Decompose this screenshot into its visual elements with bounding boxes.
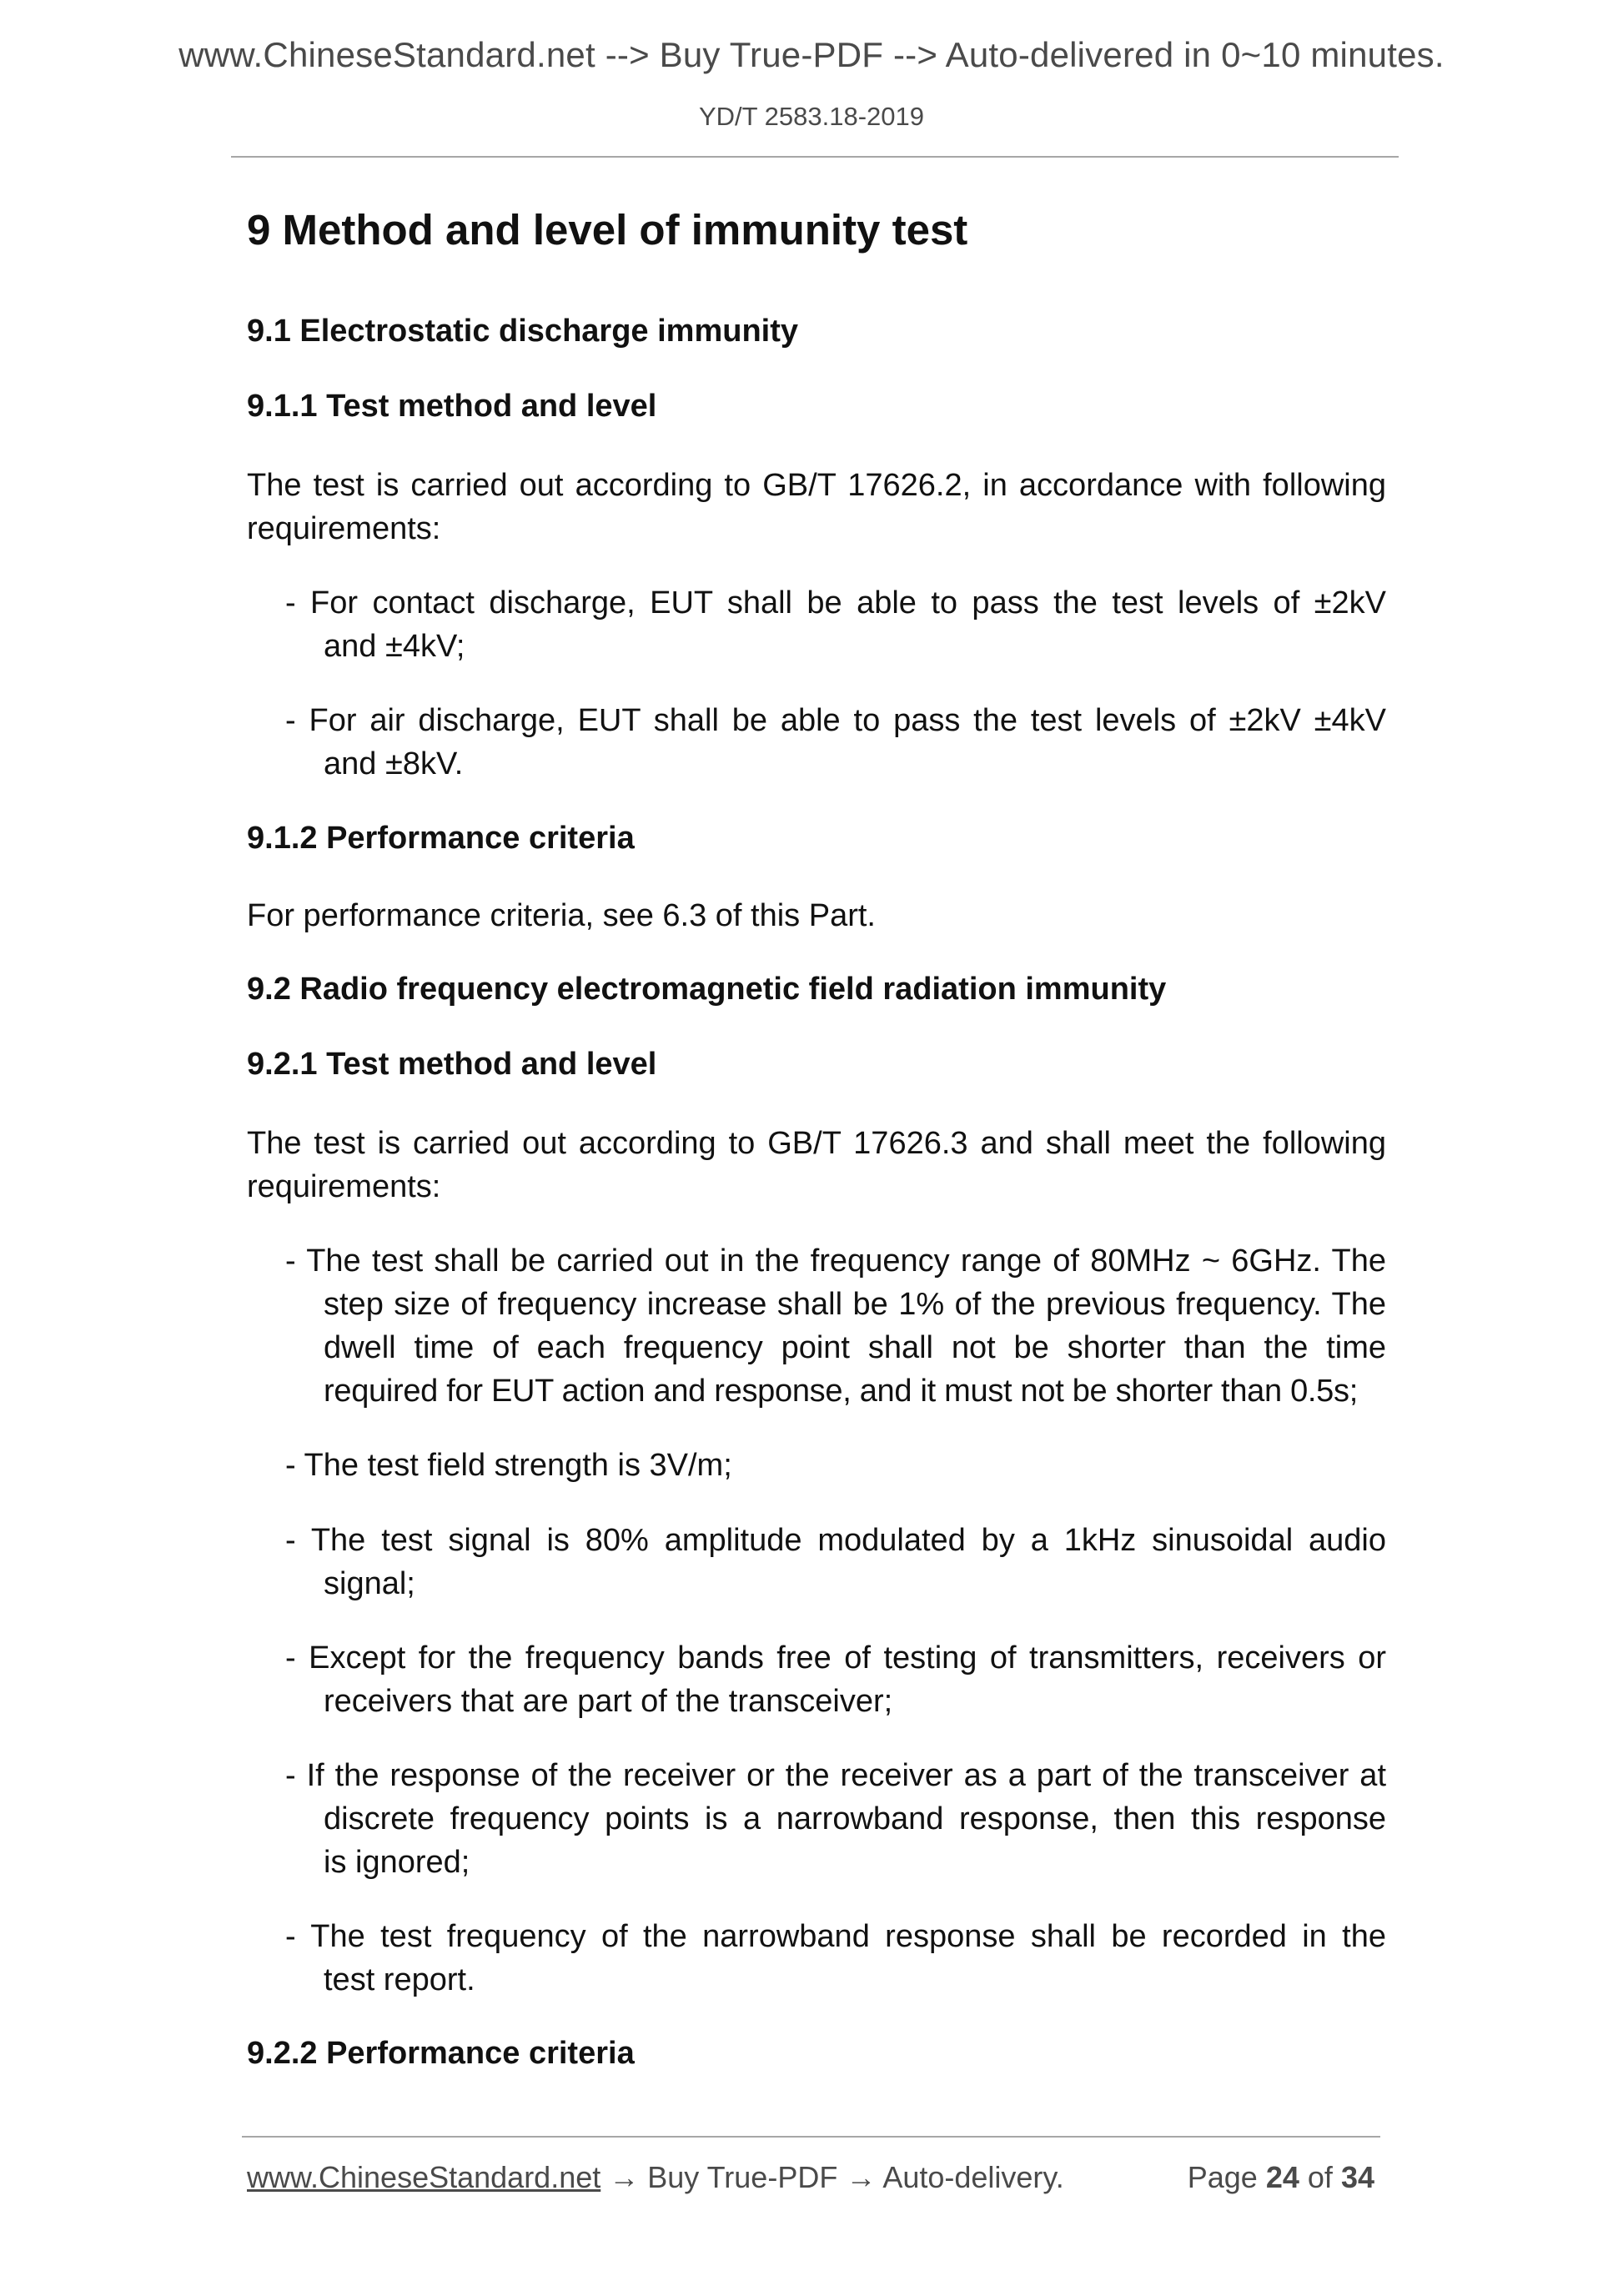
section-9-2-heading: 9.2 Radio frequency electromagnetic field radiation immunity	[247, 972, 1167, 1007]
footer-site-link[interactable]: www.ChineseStandard.net	[247, 2160, 601, 2194]
footer-promo	[247, 2160, 1064, 2195]
footer-tagline: → Buy True-PDF → Auto-delivery.	[600, 2160, 1064, 2194]
intro-line-2: requirements:	[247, 1169, 441, 1204]
record-frequency-item	[285, 1915, 1386, 2002]
footer-divider	[242, 2136, 1380, 2138]
document-code: YD/T 2583.18-2019	[698, 102, 924, 131]
bullet-line: - The test field strength is 3V/m;	[285, 1448, 732, 1483]
bullet-line: signal;	[324, 1566, 415, 1601]
intro-line-1: The test is carried out according to GB/T 17626.2, in accordance with following	[247, 468, 1386, 503]
current-page-number: 24	[1265, 2160, 1299, 2194]
section-9-2-2-heading: 9.2.2 Performance criteria	[247, 2036, 635, 2071]
intro-line-1: The test is carried out according to GB/T 17626.3 and shall meet the following	[247, 1126, 1386, 1161]
section-9-1-1-intro	[247, 464, 1386, 550]
section-9-2-1-intro	[247, 1122, 1386, 1208]
page-indicator	[1188, 2160, 1374, 2195]
bullet-line: - The test signal is 80% amplitude modulated by a 1kHz sinusoidal audio	[285, 1523, 1386, 1558]
section-9-2-1-heading: 9.2.1 Test method and level	[247, 1047, 657, 1082]
intro-line-2: requirements:	[247, 511, 441, 546]
bullet-line: and ±8kV.	[324, 746, 464, 781]
section-9-1-2-text: For performance criteria, see 6.3 of this Part.	[247, 898, 876, 933]
bullet-line: step size of frequency increase shall be 1% of the previous frequency. The	[324, 1287, 1386, 1322]
bullet-line: - If the response of the receiver or the receiver as a part of the transceiver at	[285, 1758, 1386, 1793]
narrowband-response-item	[285, 1754, 1386, 1884]
total-page-count: 34	[1340, 2160, 1374, 2194]
bullet-line: - The test frequency of the narrowband response shall be recorded in the	[285, 1919, 1386, 1954]
bullet-line: is ignored;	[324, 1845, 470, 1880]
bullet-line: - The test shall be carried out in the frequency range of 80MHz ~ 6GHz. The	[285, 1243, 1386, 1279]
top-banner: www.ChineseStandard.net --> Buy True-PDF --> Auto-delivered in 0~10 minutes.	[178, 35, 1445, 74]
contact-discharge-item	[285, 581, 1386, 668]
section-9-1-2-heading: 9.1.2 Performance criteria	[247, 821, 635, 856]
section-9-1-1-heading: 9.1.1 Test method and level	[247, 389, 657, 424]
bullet-line: test report.	[324, 1962, 475, 1997]
section-9-heading: 9 Method and level of immunity test	[247, 206, 968, 254]
section-9-1-heading: 9.1 Electrostatic discharge immunity	[247, 314, 799, 349]
bullet-line: - Except for the frequency bands free of testing of transmitters, receivers or	[285, 1640, 1386, 1676]
frequency-range-item	[285, 1239, 1386, 1413]
bullet-line: - For air discharge, EUT shall be able to pass the test levels of ±2kV ±4kV	[285, 703, 1386, 738]
bullet-line: discrete frequency points is a narrowband response, then this response	[324, 1801, 1386, 1836]
bullet-line: dwell time of each frequency point shall not be shorter than the time	[324, 1330, 1386, 1365]
bullet-line: receivers that are part of the transceiver;	[324, 1684, 893, 1719]
air-discharge-item	[285, 699, 1386, 786]
of-label: of	[1307, 2160, 1333, 2194]
page-label: Page	[1187, 2160, 1258, 2194]
exclusion-bands-item	[285, 1636, 1386, 1723]
bullet-line: - For contact discharge, EUT shall be able to pass the test levels of ±2kV	[285, 585, 1386, 620]
bullet-line: and ±4kV;	[324, 629, 465, 664]
bullet-line: required for EUT action and response, and it must not be shorter than 0.5s;	[324, 1374, 1358, 1409]
modulation-item	[285, 1519, 1386, 1605]
field-strength-item	[285, 1444, 1386, 1487]
